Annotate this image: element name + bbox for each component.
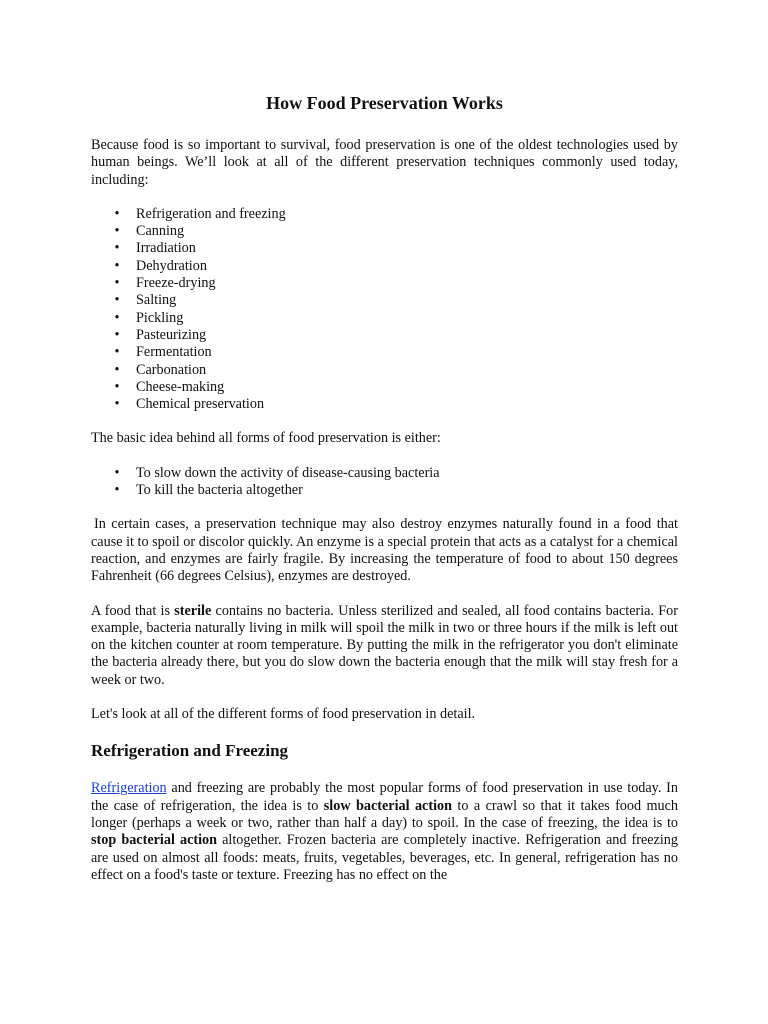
list-item: • To kill the bacteria altogether: [136, 482, 678, 499]
list-item: • Cheese-making: [136, 379, 678, 396]
bullet-icon: •: [114, 344, 120, 361]
basic-idea-paragraph: The basic idea behind all forms of food preservation is either:: [91, 430, 441, 447]
list-item: • To slow down the activity of disease-causing bacteria: [136, 465, 678, 482]
list-item: • Refrigeration and freezing: [136, 206, 678, 223]
bullet-icon: •: [114, 275, 120, 292]
intro-paragraph: Because food is so important to survival, food preservation is one of the oldest technologies used by human beings. We’ll look at all of the different preservation techniques commonly used today, including:: [91, 137, 678, 188]
section-heading: Refrigeration and Freezing: [91, 741, 289, 761]
bullet-icon: •: [114, 223, 120, 240]
bullet-icon: •: [114, 309, 120, 326]
bullet-icon: •: [114, 326, 120, 343]
slow-bacterial-action-term: slow bacterial action: [323, 797, 453, 814]
sterile-term: sterile: [174, 602, 212, 619]
refrigeration-paragraph: Refrigeration and freezing are probably the most popular forms of food preservation in use today. In the case of refrigeration, the idea is to slow bacterial action to a crawl so that it takes food much longer (perhaps a week or two, rather than half a day) to spoil. In the case of freezing, the idea is to stop bacterial action altogether. Frozen bacteria are completely inactive. Refrigeration and freezing are used on almost all foods: meats, fruits, vegetables, beverages, etc. In general, refrigeration has no effect on a food's taste or texture. Freezing has no effect on the: [91, 780, 679, 883]
page-title: How Food Preservation Works: [266, 93, 503, 113]
refrigeration-link[interactable]: Refrigeration: [91, 780, 167, 797]
list-item: • Irradiation: [136, 240, 678, 257]
detail-paragraph: Let's look at all of the different forms of food preservation in detail.: [91, 706, 476, 723]
bullet-icon: •: [114, 361, 120, 378]
enzymes-paragraph: In certain cases, a preservation technique may also destroy enzymes naturally found in a food that cause it to spoil or discolor quickly. An enzyme is a special protein that acts as a catalyst for a chemical reaction, and enzymes are fairly fragile. By increasing the temperature of food to about 150 degrees Fahrenheit (66 degrees Celsius), enzymes are destroyed.: [91, 516, 678, 585]
techniques-list: [91, 206, 678, 414]
bullet-icon: •: [114, 482, 120, 499]
sterile-paragraph: A food that is sterile contains no bacteria. Unless sterilized and sealed, all food contains bacteria. For example, bacteria naturally living in milk will spoil the milk in two or three hours if the milk is left out on the kitchen counter at room temperature. By putting the milk in the refrigerator you don't eliminate the bacteria already there, but you do slow down the bacteria enough that the milk will stay fresh for a week or two.: [91, 602, 678, 688]
list-item: • Carbonation: [136, 362, 678, 379]
list-item: • Dehydration: [136, 258, 678, 275]
list-item: • Pasteurizing: [136, 327, 678, 344]
goals-list: [91, 465, 678, 500]
stop-bacterial-action-term: stop bacterial action: [91, 832, 218, 849]
list-item: • Salting: [136, 292, 678, 309]
list-item: • Fermentation: [136, 344, 678, 361]
bullet-icon: •: [114, 257, 120, 274]
list-item: • Canning: [136, 223, 678, 240]
bullet-icon: •: [114, 292, 120, 309]
list-item: • Chemical preservation: [136, 396, 678, 413]
bullet-icon: •: [114, 396, 120, 413]
bullet-icon: •: [114, 205, 120, 222]
bullet-icon: •: [114, 464, 120, 481]
bullet-icon: •: [114, 378, 120, 395]
list-item: • Pickling: [136, 310, 678, 327]
bullet-icon: •: [114, 240, 120, 257]
list-item: • Freeze-drying: [136, 275, 678, 292]
